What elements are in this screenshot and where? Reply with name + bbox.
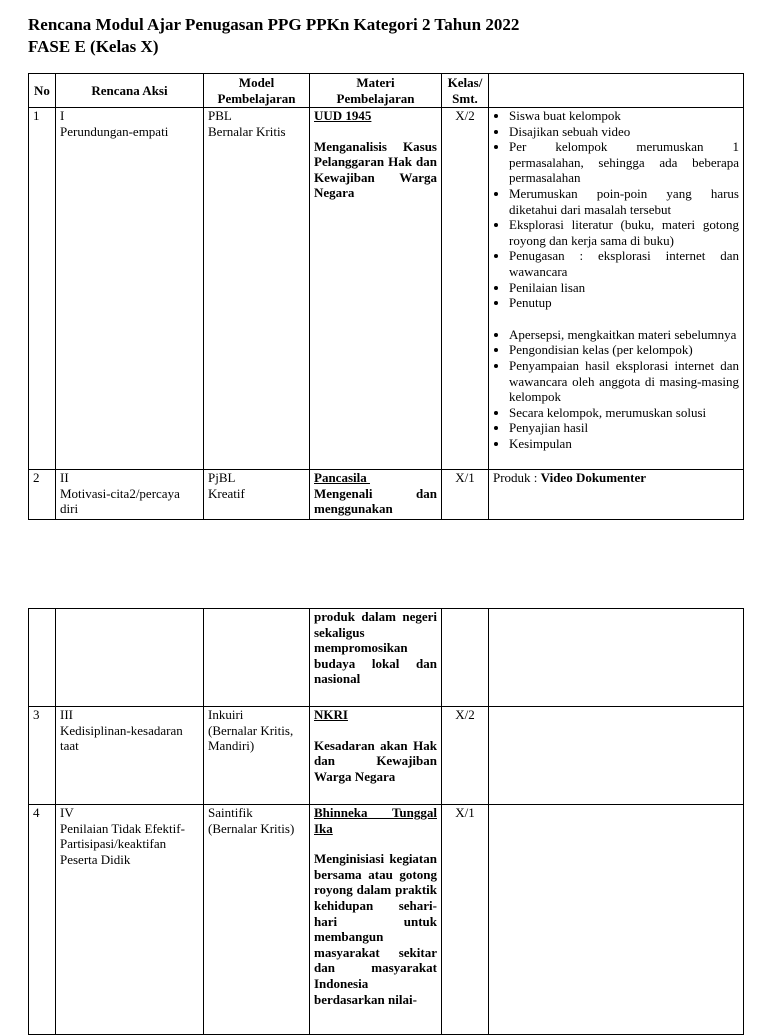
activity-list (493, 108, 739, 311)
document-title (28, 14, 519, 58)
produk-label: Produk : (493, 470, 541, 485)
cell-model: Saintifik (Bernalar Kritis) (204, 805, 310, 1035)
materi-body-continued: produk dalam negeri sekaligus mempromosikan budaya lokal dan nasional (314, 609, 437, 687)
list-item: • Kesimpulan (509, 436, 739, 452)
table-row (29, 609, 744, 707)
cell-rencana-aksi: III Kedisiplinan-kesadaran taat (56, 707, 204, 805)
cell-kelas: X/1 (442, 470, 489, 520)
table-row (29, 805, 744, 1035)
materi-body: Mengenali dan menggunakan (314, 485, 437, 517)
cell-kelas: X/1 (442, 805, 489, 1035)
header-model: Model Pembelajaran (204, 74, 310, 108)
list-item: • Per kelompok merumuskan 1 permasalahan, sehingga ada beberapa permasalahan (509, 139, 739, 186)
materi-title: UUD 1945 (314, 108, 372, 123)
materi-title: Pancasila (314, 470, 370, 485)
cell-rencana-aksi: II Motivasi-cita2/percaya diri (56, 470, 204, 520)
cell-materi (310, 805, 442, 1035)
plan-table-page-2 (28, 608, 744, 1035)
header-rencana-aksi: Rencana Aksi (56, 74, 204, 108)
table-row (29, 470, 744, 520)
header-kelas: Kelas/ Smt. (442, 74, 489, 108)
materi-title: Bhinneka Tunggal Ika (314, 805, 437, 836)
produk-value: Video Dokumenter (540, 470, 646, 485)
table-row (29, 108, 744, 470)
title-line-2: FASE E (Kelas X) (28, 37, 159, 56)
cell-produk (489, 470, 744, 520)
cell-materi (310, 108, 442, 470)
cell-no: 4 (29, 805, 56, 1035)
cell-materi (310, 609, 442, 707)
materi-body: Kesadaran akan Hak dan Kewajiban Warga Negara (314, 737, 437, 784)
header-no: No (29, 74, 56, 108)
cell-kelas: X/2 (442, 707, 489, 805)
title-line-1: Rencana Modul Ajar Penugasan PPG PPKn Kategori 2 Tahun 2022 (28, 15, 520, 34)
list-item: • Penugasan : eksplorasi internet dan wawancara (509, 248, 739, 279)
list-item: • Merumuskan poin-poin yang harus diketahui dari masalah tersebut (509, 186, 739, 217)
cell-rencana-aksi: IV Penilaian Tidak Efektif-Partisipasi/keaktifan Peserta Didik (56, 805, 204, 1035)
plan-table-page-1 (28, 73, 744, 520)
materi-body: Menganalisis Kasus Pelanggaran Hak dan Kewajiban Warga Negara (314, 138, 437, 201)
materi-title: NKRI (314, 707, 348, 722)
list-item: • Penilaian lisan (509, 280, 739, 296)
cell-kelas: X/2 (442, 108, 489, 470)
header-langkah (489, 74, 744, 108)
list-item: • Disajikan sebuah video (509, 124, 739, 140)
cell-no: 3 (29, 707, 56, 805)
cell-rencana-aksi: I Perundungan-empati (56, 108, 204, 470)
list-item: • Penyajian hasil (509, 420, 739, 436)
list-item: • Pengondisian kelas (per kelompok) (509, 342, 739, 358)
cell-no: 1 (29, 108, 56, 470)
materi-body: Menginisiasi kegiatan bersama atau gotong royong dalam praktik kehidupan sehari-hari untuk membangun masyarakat sekitar dan masyarakat Indonesia berdasarkan nilai- (314, 851, 437, 1007)
header-materi: Materi Pembelajaran (310, 74, 442, 108)
cell-model: PBL Bernalar Kritis (204, 108, 310, 470)
table-header-row (29, 74, 744, 108)
cell-model: PjBL Kreatif (204, 470, 310, 520)
list-item: • Penyampaian hasil eksplorasi internet dan wawancara oleh anggota di masing-masing kelompok (509, 358, 739, 405)
list-item: • Eksplorasi literatur (buku, materi gotong royong dan kerja sama di buku) (509, 217, 739, 248)
cell-langkah (489, 108, 744, 470)
table-row (29, 707, 744, 805)
list-item: • Apersepsi, mengkaitkan materi sebelumnya (509, 327, 739, 343)
list-item: • Penutup (509, 295, 739, 311)
activity-list (493, 327, 739, 452)
list-item: • Secara kelompok, merumuskan solusi (509, 405, 739, 421)
cell-materi (310, 707, 442, 805)
list-item: • Siswa buat kelompok (509, 108, 739, 124)
cell-materi (310, 470, 442, 520)
cell-no: 2 (29, 470, 56, 520)
cell-model: Inkuiri (Bernalar Kritis, Mandiri) (204, 707, 310, 805)
